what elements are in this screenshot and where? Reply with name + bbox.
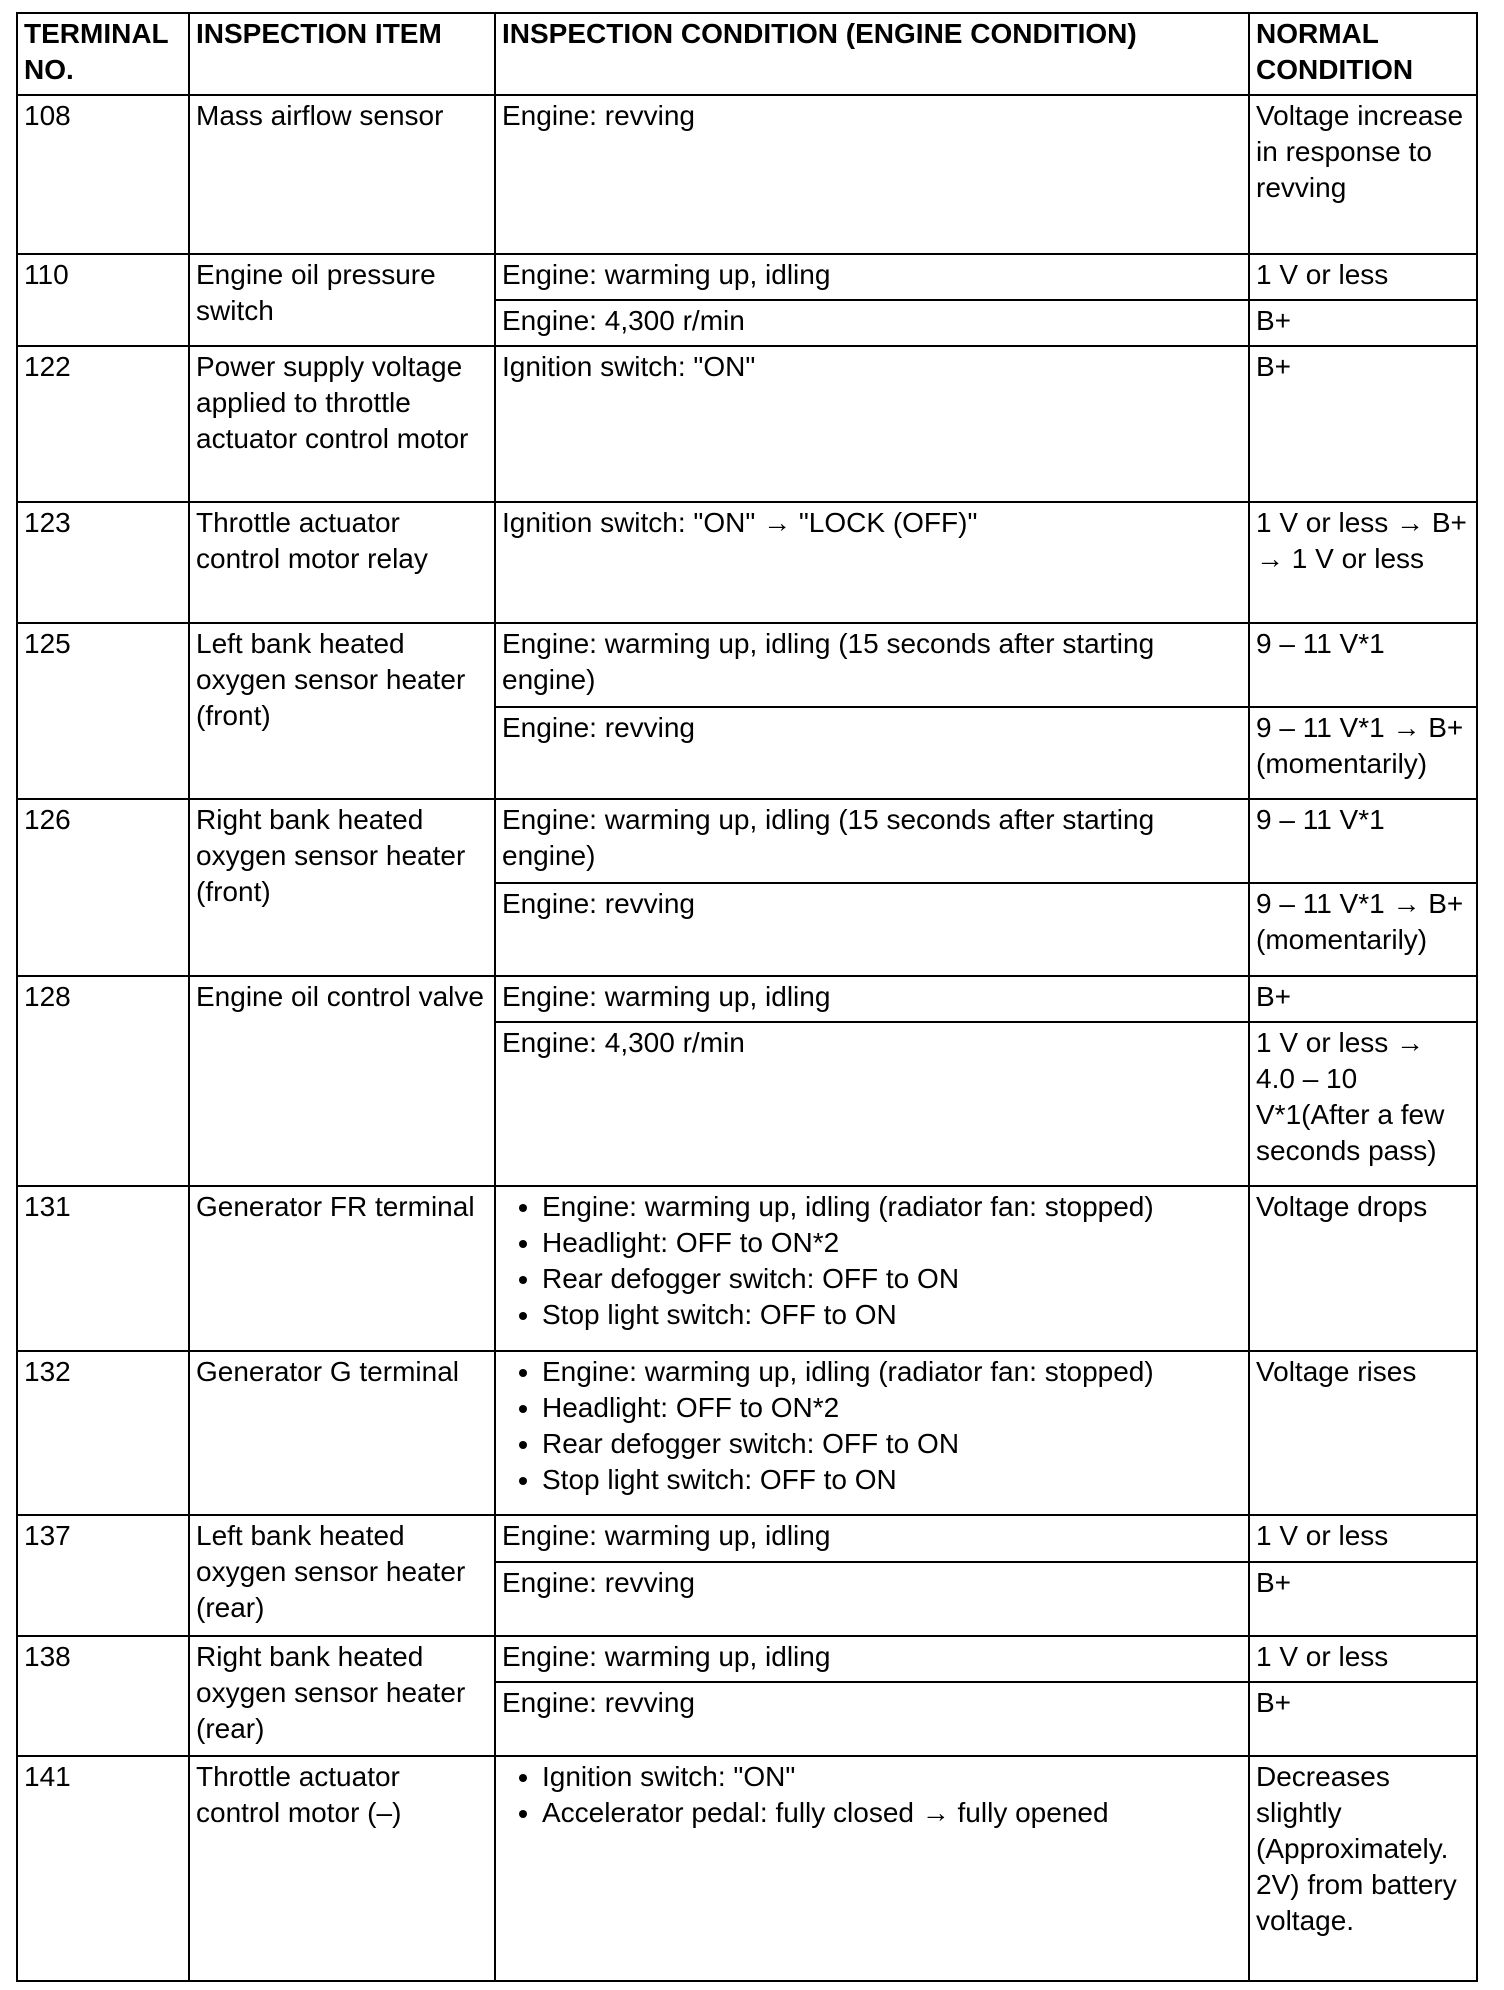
list-item: • Accelerator pedal: fully closed → fully opened — [542, 1795, 1242, 1831]
list-item: • Ignition switch: "ON" — [542, 1759, 1242, 1795]
inspection-condition: Engine: revving — [495, 883, 1249, 975]
inspection-item: Engine oil control valve — [189, 976, 495, 1187]
inspection-condition: Engine: warming up, idling (15 seconds after starting engine) — [495, 623, 1249, 707]
inspection-item: Generator G terminal — [189, 1351, 495, 1516]
inspection-condition: Ignition switch: "ON" — [495, 346, 1249, 502]
terminal-number: 137 — [17, 1515, 189, 1635]
inspection-item: Throttle actuator control motor (–) — [189, 1756, 495, 1981]
terminal-number: 128 — [17, 976, 189, 1187]
header-row — [17, 13, 1477, 95]
normal-condition: Voltage rises — [1249, 1351, 1477, 1516]
header-inspection-condition: INSPECTION CONDITION (ENGINE CONDITION) — [495, 13, 1249, 95]
normal-condition: 9 – 11 V*1 — [1249, 799, 1477, 883]
normal-condition: B+ — [1249, 346, 1477, 502]
inspection-condition: Engine: revving — [495, 707, 1249, 799]
inspection-condition: Engine: warming up, idling — [495, 976, 1249, 1022]
normal-condition: B+ — [1249, 300, 1477, 346]
normal-condition: Voltage drops — [1249, 1186, 1477, 1351]
table-row — [17, 1351, 1477, 1516]
inspection-condition: Engine: warming up, idling — [495, 1515, 1249, 1561]
inspection-condition: Ignition switch: "ON" → "LOCK (OFF)" — [495, 502, 1249, 622]
inspection-condition: Engine: 4,300 r/min — [495, 300, 1249, 346]
normal-condition: 1 V or less — [1249, 254, 1477, 300]
normal-condition: 9 – 11 V*1 → B+ (momentarily) — [1249, 883, 1477, 975]
table-row — [17, 502, 1477, 622]
inspection-condition: Engine: revving — [495, 95, 1249, 254]
list-item: • Engine: warming up, idling (radiator fan: stopped) — [542, 1354, 1242, 1390]
condition-bullet-list — [502, 1189, 1242, 1333]
terminal-number: 110 — [17, 254, 189, 346]
inspection-condition: Engine: revving — [495, 1562, 1249, 1636]
normal-condition: Voltage increase in response to revving — [1249, 95, 1477, 254]
list-item: • Stop light switch: OFF to ON — [542, 1462, 1242, 1498]
condition-bullet-list — [502, 1354, 1242, 1498]
table-row — [17, 799, 1477, 883]
normal-condition: B+ — [1249, 1562, 1477, 1636]
inspection-item: Mass airflow sensor — [189, 95, 495, 254]
terminal-number: 131 — [17, 1186, 189, 1351]
normal-condition: B+ — [1249, 976, 1477, 1022]
normal-condition: 1 V or less → 4.0 – 10 V*1(After a few seconds pass) — [1249, 1022, 1477, 1187]
normal-condition: Decreases slightly (Approximately. 2V) from battery voltage. — [1249, 1756, 1477, 1981]
inspection-table — [16, 12, 1478, 1982]
list-item: • Headlight: OFF to ON*2 — [542, 1225, 1242, 1261]
inspection-condition: Engine: 4,300 r/min — [495, 1022, 1249, 1187]
normal-condition: 1 V or less → B+ → 1 V or less — [1249, 502, 1477, 622]
condition-bullet-list — [502, 1759, 1242, 1831]
inspection-item: Right bank heated oxygen sensor heater (rear) — [189, 1636, 495, 1756]
terminal-number: 138 — [17, 1636, 189, 1756]
inspection-condition: Engine: warming up, idling — [495, 1636, 1249, 1682]
inspection-item: Power supply voltage applied to throttle actuator control motor — [189, 346, 495, 502]
table-row — [17, 346, 1477, 502]
list-item: • Engine: warming up, idling (radiator fan: stopped) — [542, 1189, 1242, 1225]
inspection-condition: Engine: warming up, idling — [495, 254, 1249, 300]
normal-condition: 9 – 11 V*1 → B+ (momentarily) — [1249, 707, 1477, 799]
normal-condition: 9 – 11 V*1 — [1249, 623, 1477, 707]
terminal-number: 132 — [17, 1351, 189, 1516]
list-item: • Rear defogger switch: OFF to ON — [542, 1261, 1242, 1297]
inspection-item: Throttle actuator control motor relay — [189, 502, 495, 622]
terminal-number: 125 — [17, 623, 189, 800]
terminal-number: 126 — [17, 799, 189, 976]
normal-condition: B+ — [1249, 1682, 1477, 1756]
list-item: • Headlight: OFF to ON*2 — [542, 1390, 1242, 1426]
normal-condition: 1 V or less — [1249, 1636, 1477, 1682]
table-row — [17, 976, 1477, 1022]
normal-condition: 1 V or less — [1249, 1515, 1477, 1561]
inspection-condition: Engine: revving — [495, 1682, 1249, 1756]
list-item: • Stop light switch: OFF to ON — [542, 1297, 1242, 1333]
table-row — [17, 1636, 1477, 1682]
header-terminal-no: TERMINAL NO. — [17, 13, 189, 95]
terminal-number: 108 — [17, 95, 189, 254]
table-row — [17, 1756, 1477, 1981]
inspection-condition — [495, 1351, 1249, 1516]
inspection-condition: Engine: warming up, idling (15 seconds after starting engine) — [495, 799, 1249, 883]
terminal-number: 141 — [17, 1756, 189, 1981]
table-row — [17, 1515, 1477, 1561]
inspection-condition — [495, 1756, 1249, 1981]
inspection-item: Right bank heated oxygen sensor heater (front) — [189, 799, 495, 976]
inspection-condition — [495, 1186, 1249, 1351]
table-row — [17, 254, 1477, 300]
table-row — [17, 1186, 1477, 1351]
header-normal-condition: NORMAL CONDITION — [1249, 13, 1477, 95]
header-inspection-item: INSPECTION ITEM — [189, 13, 495, 95]
table-row — [17, 623, 1477, 707]
inspection-item: Left bank heated oxygen sensor heater (front) — [189, 623, 495, 800]
terminal-number: 122 — [17, 346, 189, 502]
table-row — [17, 95, 1477, 254]
inspection-item: Engine oil pressure switch — [189, 254, 495, 346]
list-item: • Rear defogger switch: OFF to ON — [542, 1426, 1242, 1462]
terminal-number: 123 — [17, 502, 189, 622]
inspection-item: Left bank heated oxygen sensor heater (rear) — [189, 1515, 495, 1635]
inspection-item: Generator FR terminal — [189, 1186, 495, 1351]
